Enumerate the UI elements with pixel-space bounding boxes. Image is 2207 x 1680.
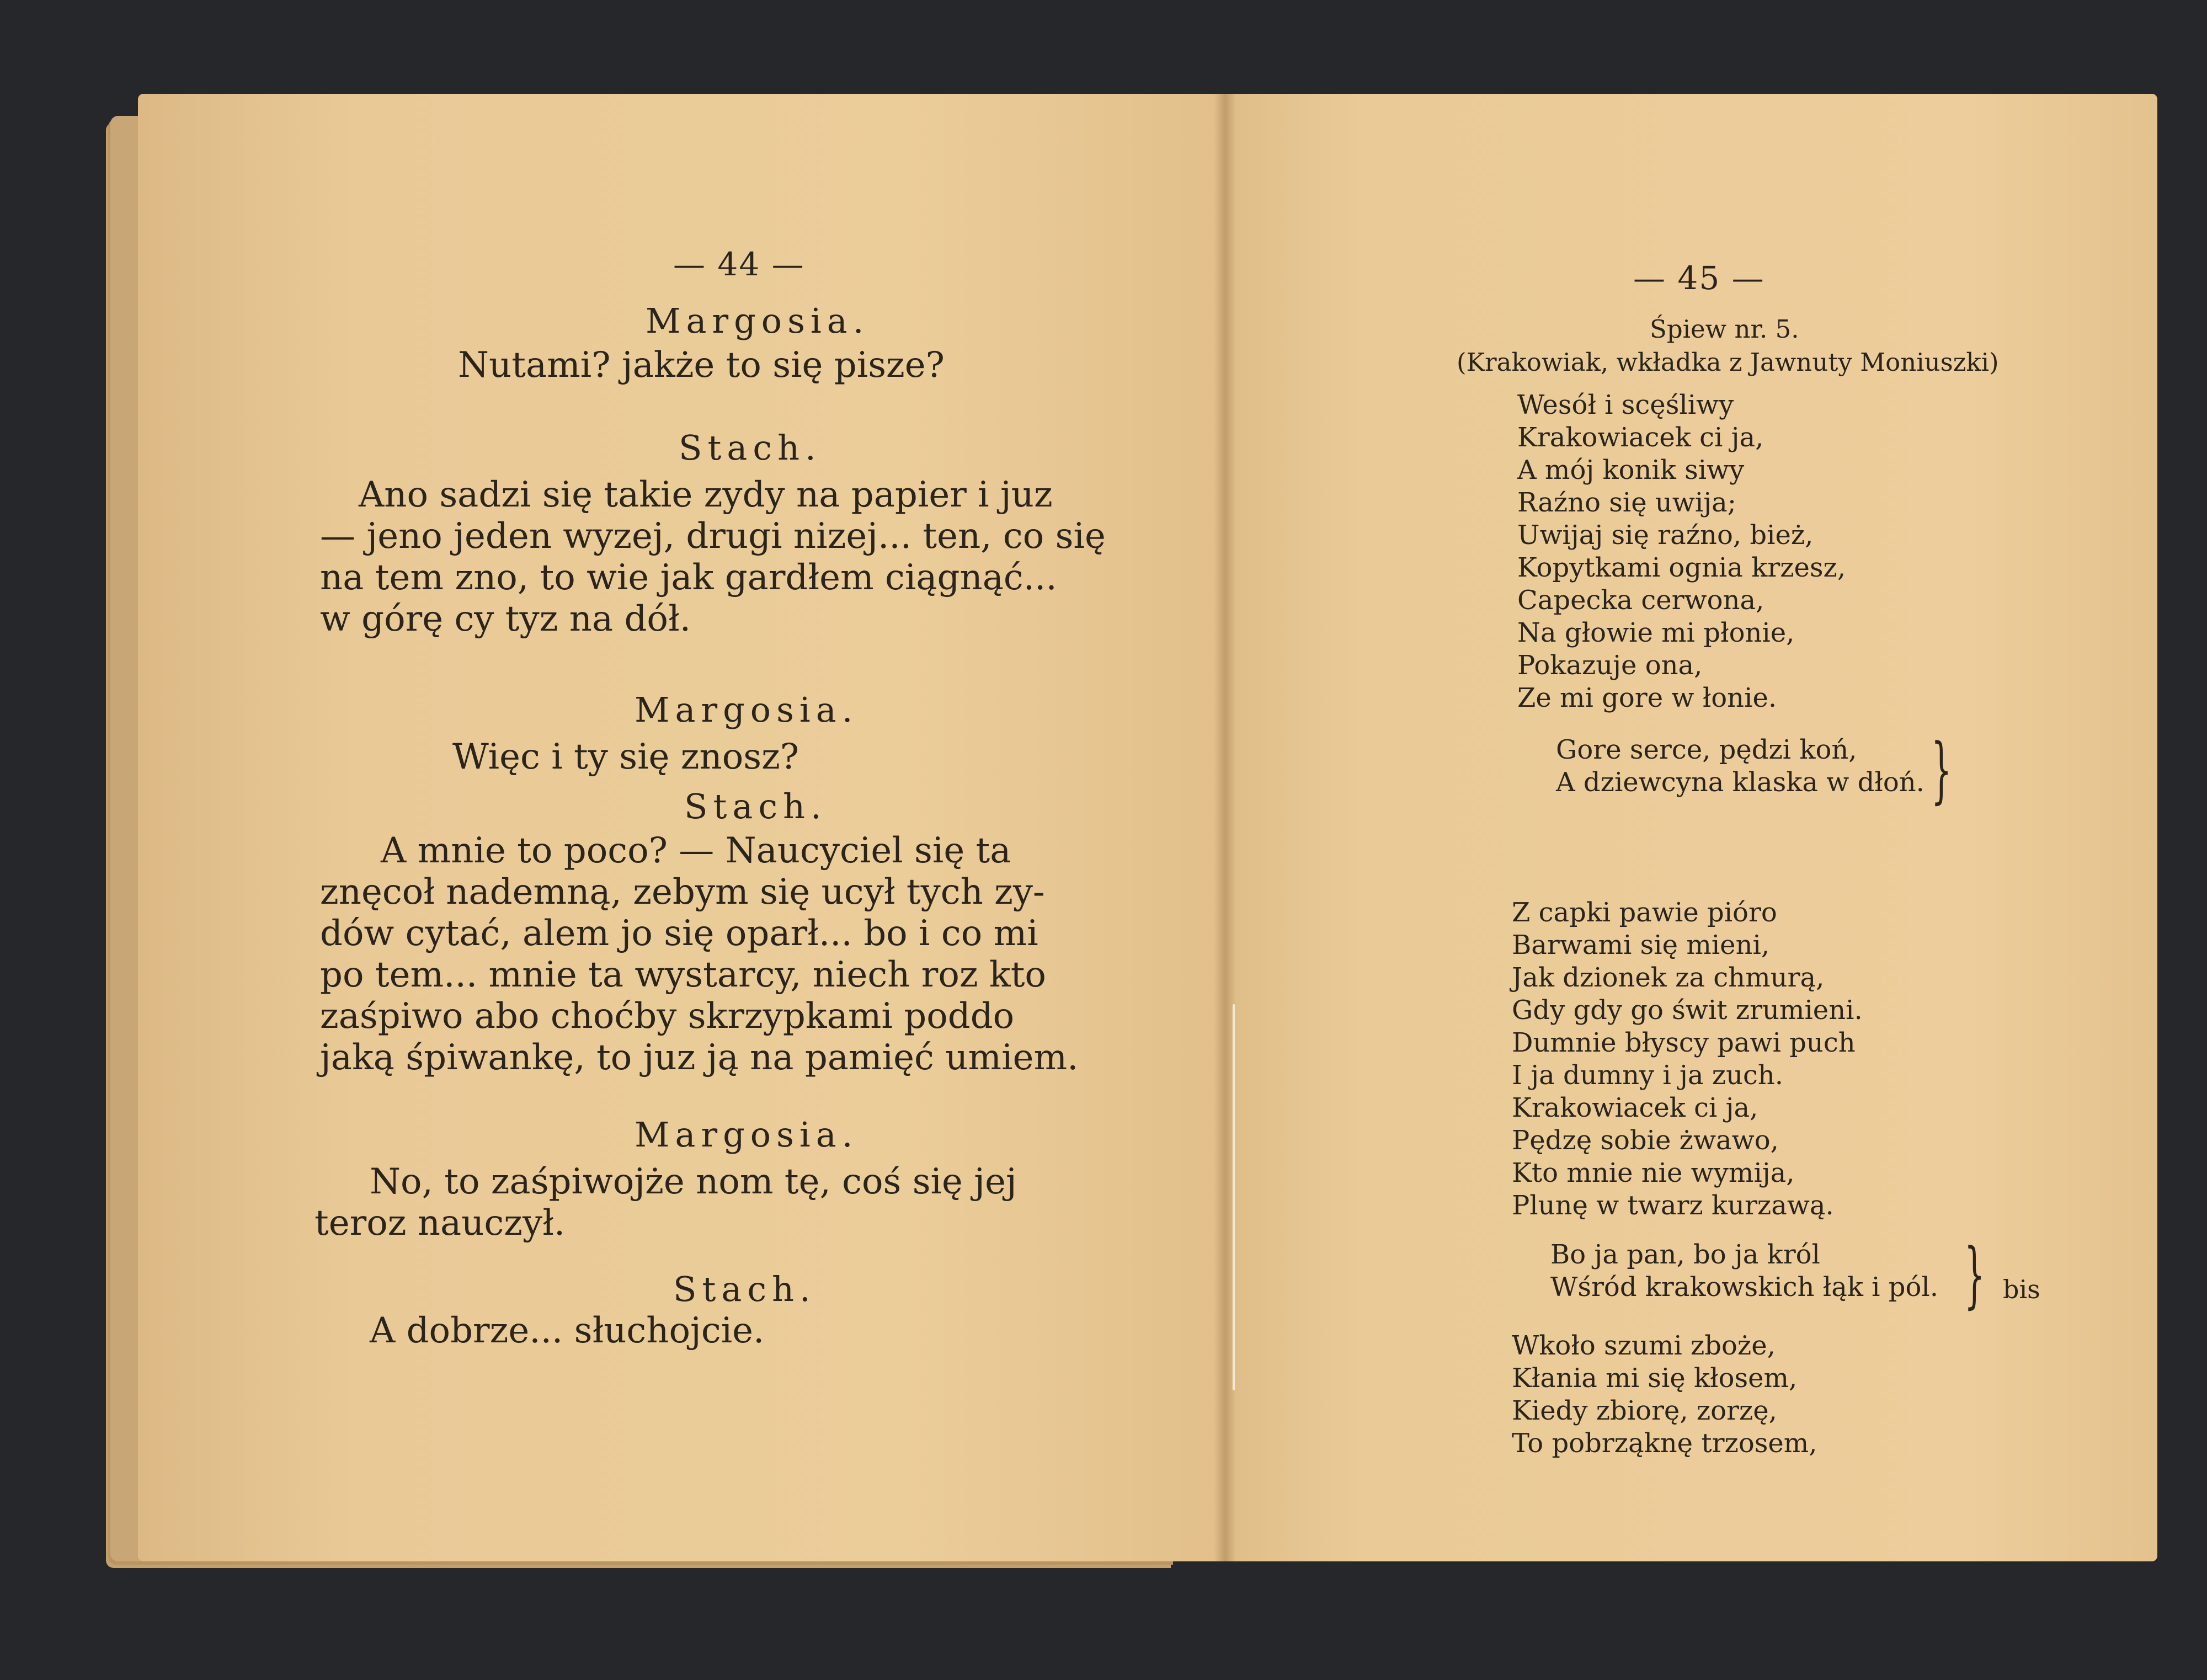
text-line: Ano sadzi się takie zydy na papier i juz — [359, 474, 1053, 515]
dialogue-text — [320, 474, 1106, 640]
dialogue-text — [314, 1161, 1017, 1244]
verse-line: Krakowiacek ci ja, — [1512, 1092, 1758, 1123]
stanza — [1512, 897, 1863, 1222]
dialogue-text — [458, 345, 945, 386]
text-line: Więc i ty się znosz? — [452, 737, 799, 777]
verse-line: Kiedy zbiorę, zorzę, — [1512, 1395, 1777, 1426]
verse-line: Jak dzionek za chmurą, — [1512, 962, 1825, 993]
verse-line: Bo ja pan, bo ja król — [1550, 1239, 1820, 1270]
verse-line: Wesół i scęśliwy — [1517, 390, 1734, 420]
text-line: na tem zno, to wie jak gardłem ciągnąć... — [320, 557, 1057, 598]
page-number: — 45 — — [1633, 259, 1765, 297]
refrain — [1550, 1239, 1938, 1304]
speaker-name: Stach. — [673, 1269, 816, 1309]
verse-line: Na głowie mi płonie, — [1517, 617, 1795, 648]
binding-thread — [1233, 1004, 1235, 1390]
verse-line: Pędzę sobie żwawo, — [1512, 1125, 1779, 1156]
text-line: — jeno jeden wyzej, drugi nizej... ten, co się — [320, 516, 1106, 557]
song-subtitle: (Krakowiak, wkładka z Jawnuty Moniuszki) — [1457, 348, 1999, 377]
verse-line: Wśród krakowskich łąk i pól. — [1550, 1272, 1939, 1303]
verse-line: To pobrząknę trzosem, — [1512, 1428, 1817, 1459]
text-line: dów cytać, alem jo się oparł... bo i co mi — [320, 913, 1038, 954]
text-line: jaką śpiwankę, to juz ją na pamięć umiem. — [320, 1037, 1079, 1078]
text-line: teroz nauczył. — [314, 1203, 566, 1244]
verse-line: Barwami się mieni, — [1512, 930, 1770, 961]
speaker-name: Margosia. — [646, 301, 870, 341]
brace-icon: } — [1964, 1233, 1985, 1316]
verse-line: Kłania mi się kłosem, — [1512, 1363, 1798, 1394]
dialogue-text — [452, 737, 799, 778]
text-line: zaśpiwo abo choćby skrzypkami poddo — [320, 996, 1015, 1037]
text-line: Nutami? jakże to się pisze? — [458, 345, 945, 386]
verse-line: Dumnie błyscy pawi puch — [1512, 1027, 1856, 1058]
verse-line: Gdy gdy go świt zrumieni. — [1512, 995, 1863, 1026]
verse-line: Raźno się uwija; — [1517, 487, 1736, 518]
dialogue-text — [320, 830, 1078, 1079]
text-line: znęcoł nademną, zebym się ucył tych zy- — [320, 872, 1045, 913]
repeat-mark: bis — [2003, 1274, 2040, 1304]
stanza — [1517, 389, 1846, 714]
verse-line: Kto mnie nie wymija, — [1512, 1158, 1795, 1188]
speaker-name: Margosia. — [635, 690, 859, 730]
verse-line: Capecka cerwona, — [1517, 585, 1764, 616]
speaker-name: Stach. — [679, 428, 822, 468]
refrain — [1556, 734, 1925, 799]
verse-line: Gore serce, pędzi koń, — [1556, 734, 1857, 765]
speaker-name: Margosia. — [635, 1114, 859, 1155]
verse-line: Uwijaj się raźno, bież, — [1517, 520, 1814, 551]
page-number: — 44 — — [673, 246, 805, 283]
brace-icon: } — [1931, 728, 1952, 812]
verse-line: A mój konik siwy — [1517, 455, 1745, 486]
text-line: A dobrze... słuchojcie. — [370, 1310, 765, 1351]
open-book — [105, 94, 2141, 1583]
verse-line: Pokazuje ona, — [1517, 650, 1703, 681]
verse-line: Kopytkami ognia krzesz, — [1517, 552, 1846, 583]
verse-line: A dziewcyna klaska w dłoń. — [1556, 767, 1925, 798]
left-page — [138, 94, 1236, 1561]
verse-line: Z capki pawie pióro — [1512, 897, 1777, 928]
text-line: A mnie to poco? — Naucyciel się ta — [381, 830, 1011, 871]
right-page — [1225, 94, 2157, 1561]
speaker-name: Stach. — [684, 786, 827, 826]
stanza — [1512, 1330, 1817, 1460]
verse-line: Plunę w twarz kurzawą. — [1512, 1190, 1834, 1221]
text-line: No, to zaśpiwojże nom tę, coś się jej — [370, 1161, 1017, 1202]
dialogue-text — [370, 1310, 764, 1352]
verse-line: Wkoło szumi zboże, — [1512, 1330, 1776, 1361]
verse-line: I ja dumny i ja zuch. — [1512, 1060, 1784, 1091]
song-title: Śpiew nr. 5. — [1650, 314, 1799, 344]
text-line: po tem... mnie ta wystarcy, niech roz kto — [320, 954, 1046, 995]
verse-line: Ze mi gore w łonie. — [1517, 682, 1777, 713]
text-line: w górę cy tyz na dół. — [320, 599, 691, 639]
verse-line: Krakowiacek ci ja, — [1517, 422, 1764, 453]
